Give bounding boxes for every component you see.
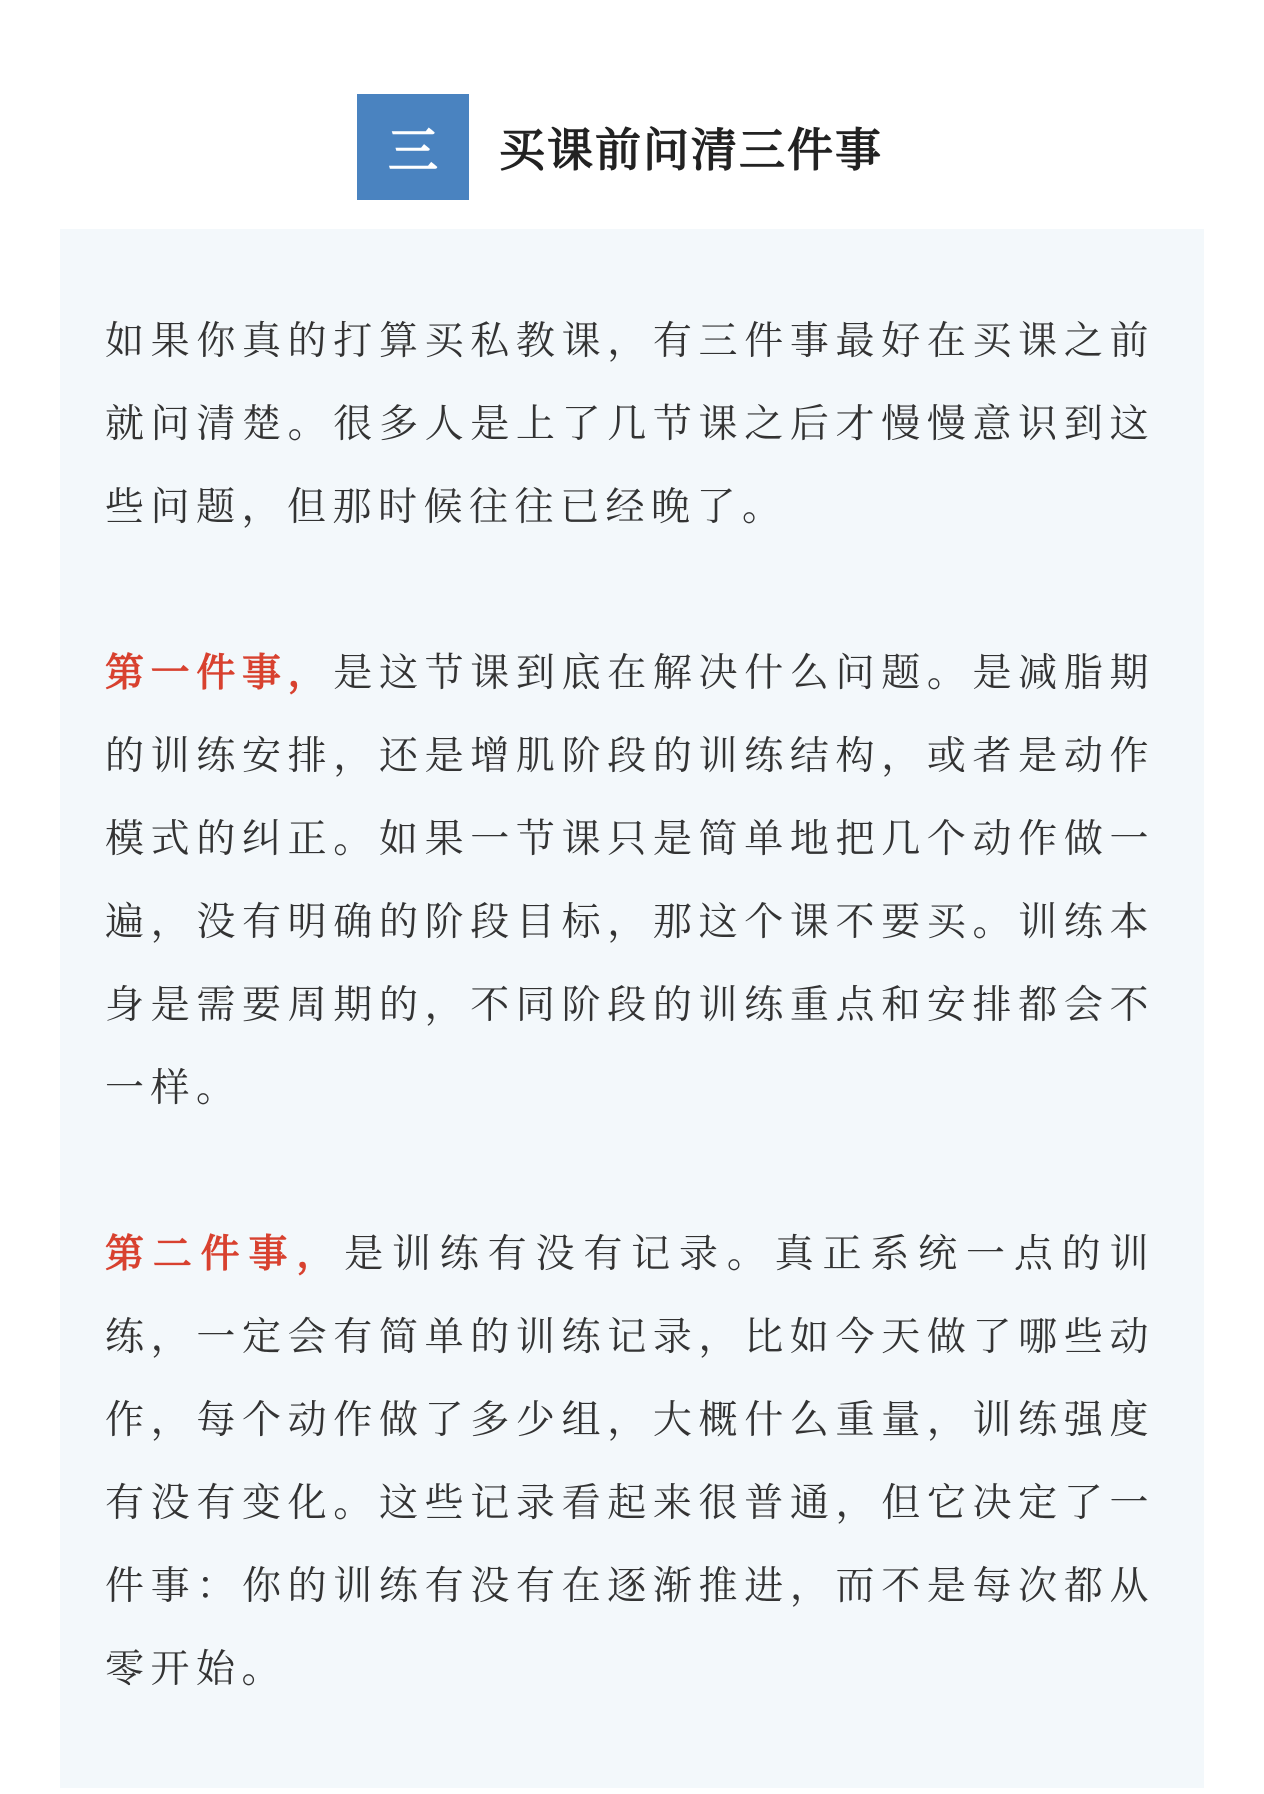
section-header — [357, 94, 883, 200]
point-paragraph-2 — [105, 1213, 1155, 1711]
point-paragraph-1 — [105, 632, 1155, 1130]
point-lead-1: 第一件事， — [105, 651, 334, 696]
point-text-1: 是这节课到底在解决什么问题。是减脂期的训练安排，还是增肌阶段的训练结构，或者是动作模式的纠正。如果一节课只是简单地把几个动作做一遍，没有明确的阶段目标，那这个课不要买。训练本身是需要周期的，不同阶段的训练重点和安排都会不一样。 — [105, 651, 1155, 1111]
intro-paragraph: 如果你真的打算买私教课，有三件事最好在买课之前就问清楚。很多人是上了几节课之后才慢慢意识到这些问题，但那时候往往已经晚了。 — [105, 319, 1155, 530]
section-number-badge: 三 — [357, 94, 469, 200]
section-title: 买课前问清三件事 — [499, 123, 883, 177]
point-lead-2: 第二件事， — [105, 1232, 345, 1277]
article-body — [105, 300, 1155, 1794]
point-text-2: 是训练有没有记录。真正系统一点的训练，一定会有简单的训练记录，比如今天做了哪些动作，每个动作做了多少组，大概什么重量，训练强度有没有变化。这些记录看起来很普通，但它决定了一件事：你的训练有没有在逐渐推进，而不是每次都从零开始。 — [105, 1232, 1155, 1692]
